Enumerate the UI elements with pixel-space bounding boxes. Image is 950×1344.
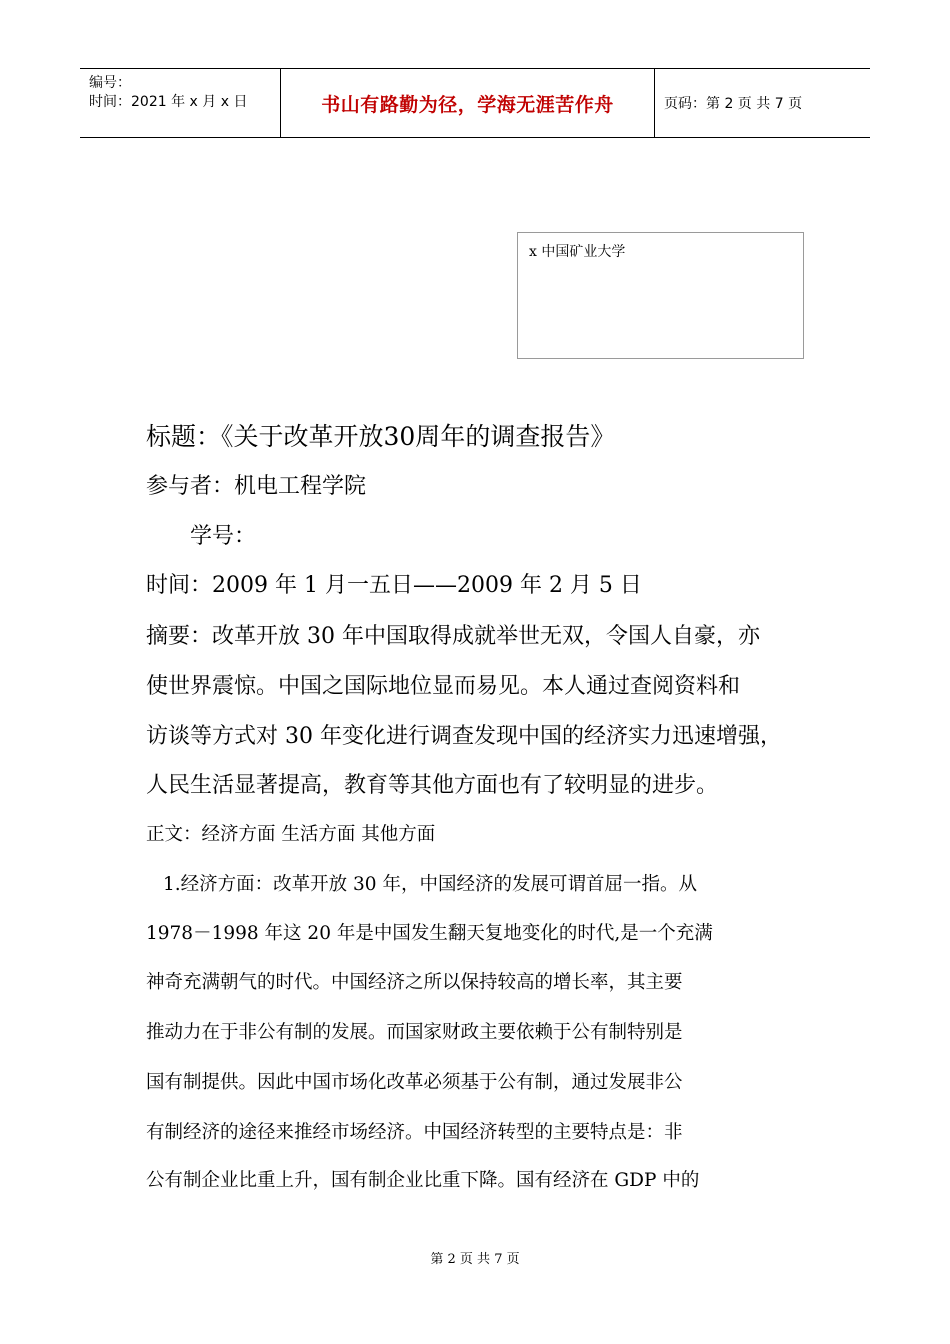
abstract-line: 摘要：改革开放 30 年中国取得成就举世无双，令国人自豪，亦 [146, 624, 760, 649]
body-line: 推动力在于非公有制的发展。而国家财政主要依赖于公有制特别是 [146, 1022, 683, 1043]
abstract-line: 使世界震惊。中国之国际地位显而易见。本人通过查阅资料和 [146, 674, 741, 699]
page-label: 页码：第 2 页 共 7 页 [664, 96, 803, 112]
page-header [80, 68, 870, 138]
report-time: 时间：2009 年 1 月一五日——2009 年 2 月 5 日 [146, 573, 642, 598]
body-line: 1978－1998 年这 20 年是中国发生翻天复地变化的时代,是一个充满 [146, 923, 713, 944]
body-line: 有制经济的途径来推经市场经济。中国经济转型的主要特点是：非 [146, 1122, 683, 1143]
time-label: 时间：2021 年 x 月 x 日 [89, 94, 248, 110]
body-line: 公有制企业比重上升，国有制企业比重下降。国有经济在 GDP 中的 [146, 1170, 700, 1191]
abstract-line: 人民生活显著提高，教育等其他方面也有了较明显的进步。 [146, 773, 719, 798]
body-line: 国有制提供。因此中国市场化改革必须基于公有制，通过发展非公 [146, 1072, 683, 1093]
page-footer: 第 2 页 共 7 页 [430, 1252, 520, 1267]
student-id: 学号： [190, 524, 257, 549]
body-heading: 正文：经济方面 生活方面 其他方面 [146, 824, 436, 845]
header-motto-cell [281, 69, 655, 137]
motto: 书山有路勤为径，学海无涯苦作舟 [321, 93, 614, 116]
body-line: 1.经济方面：改革开放 30 年，中国经济的发展可谓首屈一指。从 [163, 874, 697, 895]
serial-label: 编号： [89, 75, 131, 91]
university-box [517, 232, 804, 359]
header-right-cell [655, 69, 870, 137]
body-line: 神奇充满朝气的时代。中国经济之所以保持较高的增长率，其主要 [146, 972, 683, 993]
abstract-line: 访谈等方式对 30 年变化进行调查发现中国的经济实力迅速增强， [146, 724, 782, 749]
header-left-cell [80, 69, 281, 137]
participants: 参与者：机电工程学院 [146, 474, 367, 499]
university-name: x 中国矿业大学 [529, 244, 626, 260]
report-title: 标题：《关于改革开放30周年的调查报告》 [146, 422, 616, 451]
